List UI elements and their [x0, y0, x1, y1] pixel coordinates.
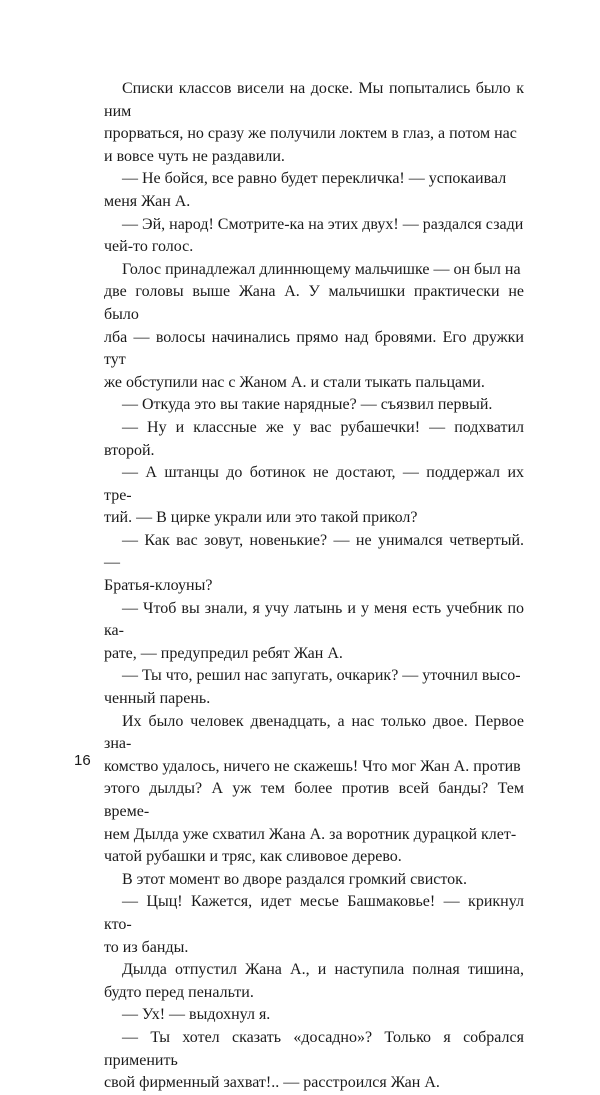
- paragraph: Их было человек двенадцать, а нас только двое. Первое зна- комство удалось, ничего не скажешь! Что мог Жан А. против этого дылды? А уж тем более против всей банды? Тем време- нем Дылда уже схватил Жана А. за воротник дурацкой клет- чатой рубашки и тряс, как сливовое дерево.: [104, 712, 524, 866]
- paragraph: — Ух! — выдохнул я.: [122, 1006, 271, 1024]
- paragraph: — Ты что, решил нас запугать, очкарик? — уточнил высо- ченный парень.: [104, 667, 521, 708]
- paragraph: Голос принадлежал длиннющему мальчишке — он был на две головы выше Жана А. У мальчишки практически не было лба — волосы начинались прямо над бровями. Его дружки тут же обступили нас с Жаном А. и стали тыкать пальцами.: [104, 260, 524, 391]
- paragraph: — Как вас зовут, новенькие? — не унимался четвертый. — Братья-клоуны?: [104, 531, 524, 595]
- paragraph: — Цыц! Кажется, идет месье Башмаковье! — крикнул кто- то из банды.: [104, 893, 524, 956]
- paragraph: — Чтоб вы знали, я учу латынь и у меня есть учебник по ка- рате, — предупредил ребят Жан А.: [104, 599, 524, 662]
- paragraph: Дылда отпустил Жана А., и наступила полная тишина, будто перед пенальти.: [104, 961, 524, 1001]
- paragraph: — Не бойся, все равно будет перекличка! — успокаивал меня Жан А.: [104, 170, 507, 210]
- page-number: 16: [74, 752, 91, 769]
- paragraph: — Эй, народ! Смотрите-ка на этих двух! — раздался сзади чей-то голос.: [104, 215, 524, 256]
- paragraph: В этот момент во дворе раздался громкий свисток.: [122, 870, 467, 888]
- paragraph: Списки классов висели на доске. Мы попытались было к ним прорваться, но сразу же получили локтем в глаз, а потом нас и вовсе чуть не раздавили.: [104, 80, 524, 165]
- paragraph: — Ты хотел сказать «досадно»? Только я собрался применить свой фирменный захват!.. — расстроился Жан А.: [104, 1028, 524, 1092]
- paragraph: — Откуда это вы такие нарядные? — съязвил первый.: [122, 396, 493, 414]
- body-text: [104, 78, 524, 1095]
- paragraph: — А штанцы до ботинок не достают, — поддержал их тре- тий. — В цирке украли или это такой прикол?: [104, 464, 524, 527]
- paragraph: — Ну и классные же у вас рубашечки! — подхватил второй.: [104, 418, 524, 459]
